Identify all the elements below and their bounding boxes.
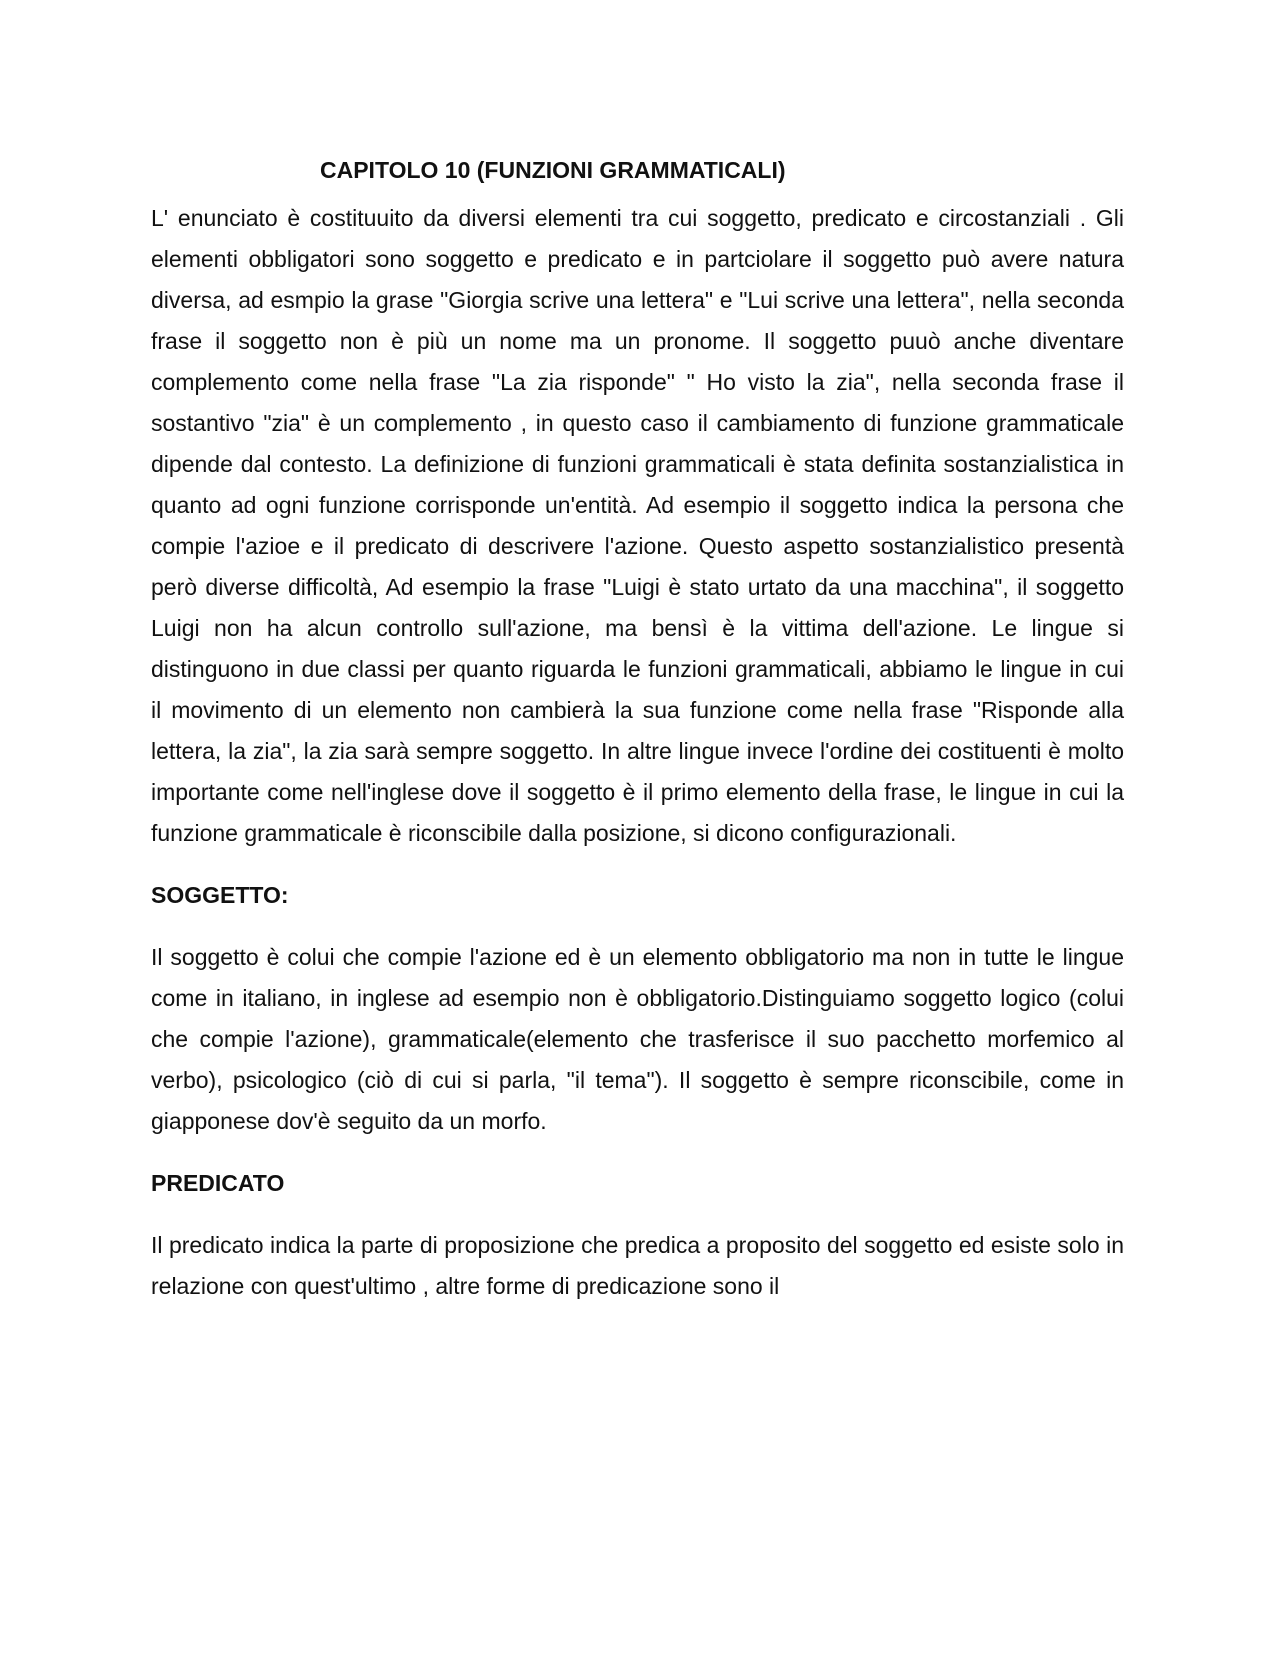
chapter-title: CAPITOLO 10 (FUNZIONI GRAMMATICALI) [320,157,786,183]
predicato-heading: PREDICATO [151,1170,285,1196]
document-body [151,150,1124,1307]
intro-paragraph: L' enunciato è costituuito da diversi elementi tra cui soggetto, predicato e circostanziali . Gli elementi obbligatori sono soggetto e predicato e in partciolare il soggetto può avere natura diversa, ad esmpio la grase "Giorgia scrive una lettera" e "Lui scrive una lettera", nella seconda frase il soggetto non è più un nome ma un pronome. Il soggetto puuò anche diventare complemento come nella frase "La zia risponde" " Ho visto la zia", nella seconda frase il sostantivo "zia" è un complemento , in questo caso il cambiamento di funzione grammaticale dipende dal contesto. La definizione di funzioni grammaticali è stata definita sostanzialistica in quanto ad ogni funzione corrisponde un'entità. Ad esempio il soggetto indica la persona che compie l'azioe e il predicato di descrivere l'azione. Questo aspetto sostanzialistico presentà però diverse difficoltà, Ad esempio la frase "Luigi è stato urtato da una macchina", il soggetto Luigi non ha alcun controllo sull'azione, ma bensì è la vittima dell'azione. Le lingue si distinguono in due classi per quanto riguarda le funzioni grammaticali, abbiamo le lingue in cui il movimento di un elemento non cambierà la sua funzione come nella frase "Risponde alla lettera, la zia", la zia sarà sempre soggetto. In altre lingue invece l'ordine dei costituenti è molto importante come nell'inglese dove il soggetto è il primo elemento della frase, le lingue in cui la funzione grammaticale è riconscibile dalla posizione, si dicono configurazionali. [151,205,1124,846]
predicato-paragraph: Il predicato indica la parte di proposizione che predica a proposito del soggetto ed esiste solo in relazione con quest'ultimo , altre forme di predicazione sono il [151,1232,1124,1299]
soggetto-heading: SOGGETTO: [151,882,289,908]
soggetto-paragraph: Il soggetto è colui che compie l'azione ed è un elemento obbligatorio ma non in tutte le lingue come in italiano, in inglese ad esempio non è obbligatorio.Distinguiamo soggetto logico (colui che compie l'azione), grammaticale(elemento che trasferisce il suo pacchetto morfemico al verbo), psicologico (ciò di cui si parla, "il tema"). Il soggetto è sempre riconscibile, come in giapponese dov'è seguito da un morfo. [151,944,1124,1134]
